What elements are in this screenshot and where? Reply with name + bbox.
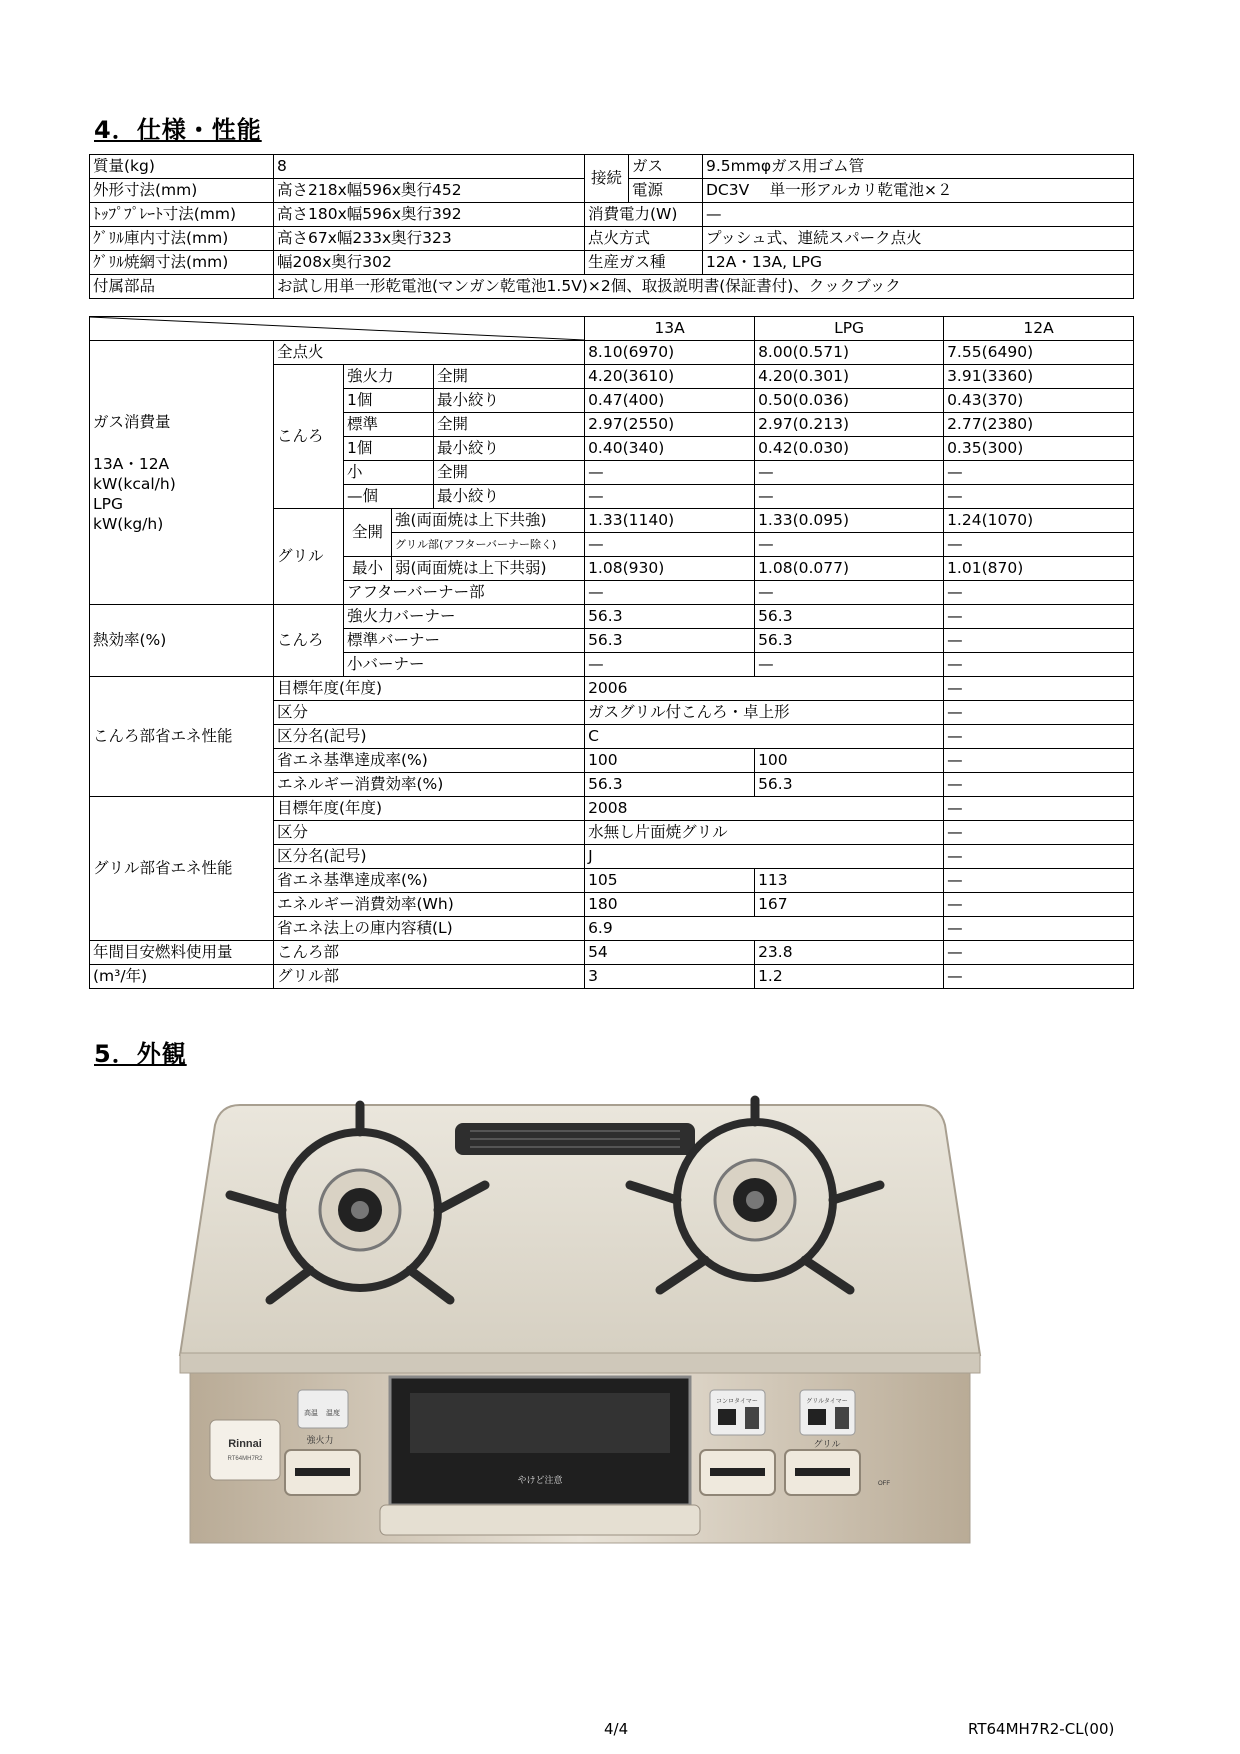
performance-table <box>89 316 1134 989</box>
value-cell: — <box>944 485 1134 509</box>
brand-logo: Rinnai <box>228 1438 262 1450</box>
model-small: RT64MH7R2 <box>227 1456 263 1462</box>
spec-value: お試し用単一形乾電池(マンガン乾電池1.5V)×2個、取扱説明書(保証書付)、クックブック <box>274 275 1134 299</box>
row-label: 区分名(記号) <box>274 845 585 869</box>
grill-state: 最小 <box>344 557 392 581</box>
value-cell: 1.08(0.077) <box>755 557 944 581</box>
value-cell: — <box>585 485 755 509</box>
spec-label: 外形寸法(mm) <box>90 179 274 203</box>
value-cell: 1.33(1140) <box>585 509 755 533</box>
value-cell: 7.55(6490) <box>944 341 1134 365</box>
row-label: 目標年度(年度) <box>274 677 585 701</box>
spec-label: 質量(kg) <box>90 155 274 179</box>
konro-label: こんろ <box>274 365 344 509</box>
value-cell: 4.20(0.301) <box>755 365 944 389</box>
value-cell: C <box>585 725 944 749</box>
annual-label: 年間目安燃料使用量 <box>90 941 274 965</box>
spec-value: 12A・13A, LPG <box>703 251 1134 275</box>
value-cell: 56.3 <box>585 605 755 629</box>
value-cell: — <box>944 629 1134 653</box>
value-cell: — <box>944 965 1134 989</box>
value-cell: — <box>944 893 1134 917</box>
grill-label: グリル <box>274 509 344 605</box>
header-diagonal-cell <box>90 317 585 341</box>
value-cell: — <box>944 605 1134 629</box>
value-cell: — <box>755 533 944 557</box>
state-label: 最小絞り <box>434 485 585 509</box>
col-header-12a: 12A <box>944 317 1134 341</box>
value-cell: 23.8 <box>755 941 944 965</box>
spec-label: 消費電力(W) <box>585 203 703 227</box>
spec-heading: 4．仕様・性能 <box>94 116 262 144</box>
value-cell: 0.40(340) <box>585 437 755 461</box>
caution-label: やけど注意 <box>517 1475 563 1485</box>
value-cell: 3 <box>585 965 755 989</box>
spec-label: ガス <box>629 155 703 179</box>
state-label: 最小絞り <box>434 437 585 461</box>
value-cell: — <box>585 581 755 605</box>
value-cell: — <box>944 773 1134 797</box>
state-label: 全開 <box>434 413 585 437</box>
value-cell: 100 <box>585 749 755 773</box>
auto-label-1: 高温 <box>304 1410 318 1417</box>
spec-value: 高さ218x幅596x奥行452 <box>274 179 585 203</box>
value-cell: — <box>944 869 1134 893</box>
value-cell: 56.3 <box>755 629 944 653</box>
spec-label: ｸﾞﾘﾙ焼網寸法(mm) <box>90 251 274 275</box>
value-cell: — <box>944 533 1134 557</box>
grill-timer-display <box>808 1409 826 1425</box>
row-label: 目標年度(年度) <box>274 797 585 821</box>
grill-mode: グリル部(アフターバーナー除く) <box>392 533 585 557</box>
value-cell: 100 <box>755 749 944 773</box>
burner-label: 強火力 <box>344 365 434 389</box>
konro-eco-label: こんろ部省エネ性能 <box>90 677 274 797</box>
spec-label: 接続 <box>585 155 629 203</box>
unit-line: 13A・12A <box>93 454 170 473</box>
spec-value: 8 <box>274 155 585 179</box>
row-label: 全点火 <box>274 341 585 365</box>
row-label: 省エネ基準達成率(%) <box>274 869 585 893</box>
value-cell: 2.97(0.213) <box>755 413 944 437</box>
value-cell: — <box>755 653 944 677</box>
spec-value: 9.5mmφガス用ゴム管 <box>703 155 1134 179</box>
spec-table <box>89 154 1134 299</box>
konro-timer-buttons[interactable] <box>745 1407 759 1429</box>
burner-label: 強火力バーナー <box>344 605 585 629</box>
value-cell: J <box>585 845 944 869</box>
spec-label: 電源 <box>629 179 703 203</box>
konro-timer-display <box>718 1409 736 1425</box>
strong-label: 強火力 <box>306 1435 334 1445</box>
value-cell: 1.24(1070) <box>944 509 1134 533</box>
grill-mode: アフターバーナー部 <box>344 581 585 605</box>
auto-label-2: 温度 <box>326 1410 340 1417</box>
state-label: 全開 <box>434 365 585 389</box>
burner-label: 小 <box>344 461 434 485</box>
value-cell: 2.77(2380) <box>944 413 1134 437</box>
row-label: エネルギー消費効率(%) <box>274 773 585 797</box>
row-label: 省エネ法上の庫内容積(L) <box>274 917 585 941</box>
value-cell: — <box>944 941 1134 965</box>
grill-eco-label: グリル部省エネ性能 <box>90 797 274 941</box>
konro-label: こんろ <box>274 605 344 677</box>
page-number: 4/4 <box>604 1720 629 1738</box>
value-cell: 4.20(3610) <box>585 365 755 389</box>
value-cell: 54 <box>585 941 755 965</box>
value-cell: — <box>944 821 1134 845</box>
value-cell: 8.10(6970) <box>585 341 755 365</box>
value-cell: ガスグリル付こんろ・卓上形 <box>585 701 944 725</box>
value-cell: — <box>585 653 755 677</box>
value-cell: — <box>944 653 1134 677</box>
grill-mode: 弱(両面焼は上下共弱) <box>392 557 585 581</box>
value-cell: 0.42(0.030) <box>755 437 944 461</box>
value-cell: — <box>585 461 755 485</box>
burner-label: 小バーナー <box>344 653 585 677</box>
value-cell: 1.2 <box>755 965 944 989</box>
appearance-heading: 5．外観 <box>94 1040 187 1068</box>
spec-value: プッシュ式、連続スパーク点火 <box>703 227 1134 251</box>
value-cell: — <box>944 749 1134 773</box>
col-header-13a: 13A <box>585 317 755 341</box>
value-cell: 0.50(0.036) <box>755 389 944 413</box>
unit-line: kW(kg/h) <box>93 514 164 533</box>
value-cell: — <box>944 917 1134 941</box>
value-cell: — <box>585 533 755 557</box>
value-cell: 1.33(0.095) <box>755 509 944 533</box>
value-cell: 2006 <box>585 677 944 701</box>
value-cell: 水無し片面焼グリル <box>585 821 944 845</box>
auto-panel <box>298 1390 348 1428</box>
row-label: グリル部 <box>274 965 585 989</box>
value-cell: 105 <box>585 869 755 893</box>
value-cell: — <box>944 677 1134 701</box>
burner-label: 標準 <box>344 413 434 437</box>
right-knob-slot <box>710 1468 765 1476</box>
document-code: RT64MH7R2-CL(00) <box>968 1720 1115 1738</box>
spec-value: DC3V 単一形アルカリ乾電池×２ <box>703 179 1134 203</box>
brand-plate <box>210 1420 280 1480</box>
value-cell: 2008 <box>585 797 944 821</box>
row-label: 区分 <box>274 821 585 845</box>
spec-label: ｸﾞﾘﾙ庫内寸法(mm) <box>90 227 274 251</box>
value-cell: 3.91(3360) <box>944 365 1134 389</box>
grill-mode: 強(両面焼は上下共強) <box>392 509 585 533</box>
value-cell: 2.97(2550) <box>585 413 755 437</box>
value-cell: — <box>944 797 1134 821</box>
value-cell: 56.3 <box>585 773 755 797</box>
grill-label: グリル <box>813 1439 841 1449</box>
burner-count: 1個 <box>344 389 434 413</box>
value-cell: 0.43(370) <box>944 389 1134 413</box>
row-label: こんろ部 <box>274 941 585 965</box>
top-plate-edge <box>180 1353 980 1373</box>
spec-value: 幅208x奥行302 <box>274 251 585 275</box>
grill-window <box>410 1393 670 1453</box>
spec-value: 高さ67x幅233x奥行323 <box>274 227 585 251</box>
annual-unit: (m³/年) <box>90 965 274 989</box>
burner-count: —個 <box>344 485 434 509</box>
konro-timer-label: コンロタイマー <box>716 1399 758 1405</box>
unit-line: LPG <box>93 494 123 513</box>
value-cell: — <box>944 725 1134 749</box>
off-label: OFF <box>878 1481 890 1487</box>
state-label: 全開 <box>434 461 585 485</box>
state-label: 最小絞り <box>434 389 585 413</box>
row-label: 区分名(記号) <box>274 725 585 749</box>
value-cell: — <box>755 485 944 509</box>
value-cell: 56.3 <box>755 605 944 629</box>
value-cell: — <box>944 701 1134 725</box>
value-cell: 1.08(930) <box>585 557 755 581</box>
thermal-label: 熱効率(%) <box>90 605 274 677</box>
spec-label: ﾄｯﾌﾟﾌﾟﾚｰﾄ寸法(mm) <box>90 203 274 227</box>
value-cell: — <box>755 581 944 605</box>
row-label: 区分 <box>274 701 585 725</box>
spec-label: 生産ガス種 <box>585 251 703 275</box>
spec-value: — <box>703 203 1134 227</box>
spec-label: 点火方式 <box>585 227 703 251</box>
value-cell: 113 <box>755 869 944 893</box>
value-cell: 0.35(300) <box>944 437 1134 461</box>
value-cell: — <box>944 581 1134 605</box>
value-cell: 167 <box>755 893 944 917</box>
left-knob-slot <box>295 1468 350 1476</box>
grill-handle <box>380 1505 700 1535</box>
gas-label: ガス消費量 <box>93 412 171 431</box>
col-header-lpg: LPG <box>755 317 944 341</box>
grill-knob-slot <box>795 1468 850 1476</box>
diagonal-line <box>90 317 585 340</box>
unit-line: kW(kcal/h) <box>93 474 176 493</box>
value-cell: 0.47(400) <box>585 389 755 413</box>
value-cell: 1.01(870) <box>944 557 1134 581</box>
grill-timer-buttons[interactable] <box>835 1407 849 1429</box>
value-cell: — <box>944 461 1134 485</box>
value-cell: 6.9 <box>585 917 944 941</box>
burner-label: 標準バーナー <box>344 629 585 653</box>
stove-illustration <box>170 1085 990 1545</box>
burner-count: 1個 <box>344 437 434 461</box>
value-cell: — <box>944 845 1134 869</box>
grill-state: 全開 <box>344 509 392 557</box>
row-label: エネルギー消費効率(Wh) <box>274 893 585 917</box>
spec-label: 付属部品 <box>90 275 274 299</box>
value-cell: 8.00(0.571) <box>755 341 944 365</box>
row-label: 省エネ基準達成率(%) <box>274 749 585 773</box>
value-cell: — <box>755 461 944 485</box>
grill-timer-label: グリルタイマー <box>806 1399 848 1405</box>
value-cell: 56.3 <box>585 629 755 653</box>
spec-value: 高さ180x幅596x奥行392 <box>274 203 585 227</box>
gas-consumption-label <box>90 341 274 605</box>
value-cell: 56.3 <box>755 773 944 797</box>
value-cell: 180 <box>585 893 755 917</box>
